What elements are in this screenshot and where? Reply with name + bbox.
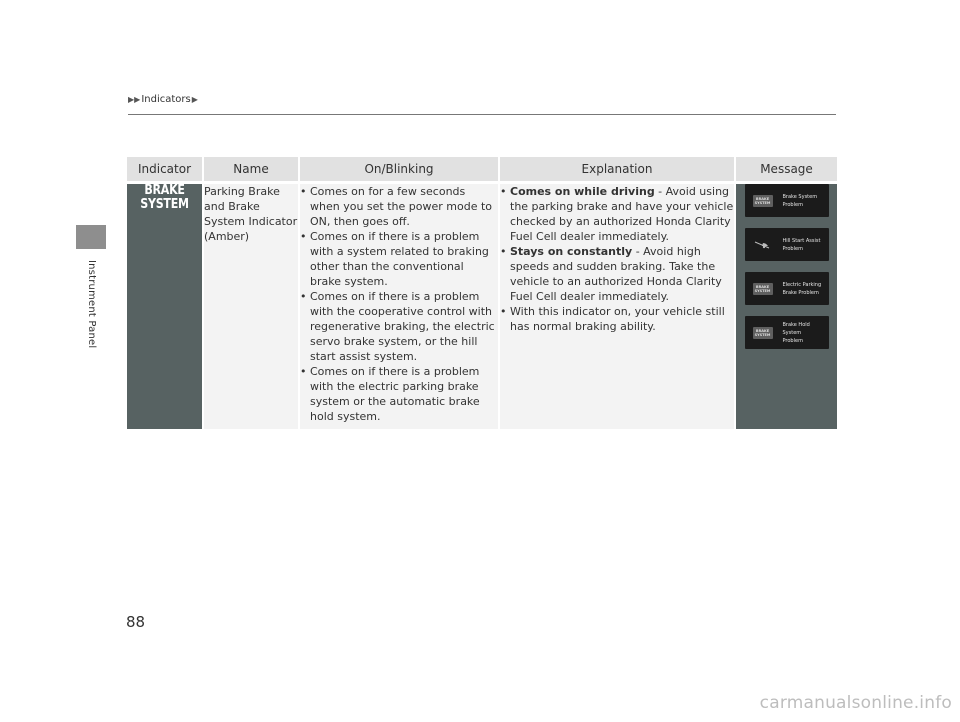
indicator-cell: [127, 184, 203, 429]
list-item: [500, 304, 734, 334]
breadcrumb-label[interactable]: Indicators: [141, 94, 191, 105]
brake-system-icon: [753, 283, 773, 295]
column-header-on-blinking: On/Blinking: [299, 157, 499, 181]
list-item: [500, 184, 734, 244]
message-text: Brake System: [782, 193, 818, 200]
message-text: System: [782, 329, 802, 336]
indicator-line: SYSTEM: [140, 197, 189, 212]
page-number: 88: [126, 613, 146, 631]
section-tab: [76, 225, 106, 249]
list-item: • Comes on if there is a problem with a system related to braking other than the conventional brake system.: [300, 229, 498, 289]
message-text: Problem: [782, 337, 803, 344]
message-display: [745, 184, 829, 217]
message-text: Hill Start Assist: [782, 237, 821, 244]
explanation-text: With this indicator on, your vehicle still has normal braking ability.: [510, 305, 725, 333]
breadcrumb-arrow-icon: ▶: [191, 95, 198, 104]
emphasis-text: Stays on constantly: [510, 245, 633, 258]
icon-text: SYSTEM: [754, 200, 771, 205]
message-text: Problem: [782, 245, 803, 252]
on-blinking-cell: [299, 184, 499, 429]
brake-system-indicator-icon: [140, 184, 188, 212]
hill-start-icon: [754, 240, 772, 250]
icon-text: SYSTEM: [754, 288, 771, 293]
indicator-line: BRAKE: [144, 183, 185, 198]
column-header-name: Name: [203, 157, 299, 181]
name-line: and Brake: [204, 200, 260, 213]
hill-start-icon: [753, 239, 773, 251]
icon-text: BRAKE: [755, 328, 770, 333]
message-cell: [735, 184, 837, 429]
explanation-text: - Avoid high speeds and sudden braking. Take the vehicle to an authorized Honda Clarity Fuel Cell dealer immediately.: [510, 245, 722, 303]
list-item: • Comes on if there is a problem with the electric parking brake system or the automatic brake hold system.: [300, 364, 498, 424]
name-cell: [203, 184, 299, 429]
watermark: carmanualsonline.info: [759, 693, 952, 713]
column-header-message: Message: [735, 157, 837, 181]
header-rule: [128, 114, 836, 115]
message-display: [745, 228, 829, 261]
brake-system-icon: [753, 195, 773, 207]
name-line: System Indicator: [204, 215, 298, 228]
icon-text: BRAKE: [755, 196, 770, 201]
message-text: Brake Hold: [782, 321, 810, 328]
message-text: Brake Problem: [782, 289, 819, 296]
icon-text: BRAKE: [755, 284, 770, 289]
explanation-cell: [499, 184, 735, 429]
message-text: Problem: [782, 201, 803, 208]
icon-text: SYSTEM: [754, 332, 771, 337]
breadcrumb: [128, 94, 198, 105]
list-item: • Comes on for a few seconds when you set the power mode to ON, then goes off.: [300, 184, 498, 229]
indicator-table: [127, 157, 837, 429]
message-text: Electric Parking: [782, 281, 822, 288]
breadcrumb-arrow-icon: ▶▶: [128, 95, 141, 104]
name-line: Parking Brake: [204, 185, 280, 198]
column-header-indicator: Indicator: [127, 157, 203, 181]
list-item: [500, 244, 734, 304]
emphasis-text: Comes on while driving: [510, 185, 655, 198]
list-item: • Comes on if there is a problem with the cooperative control with regenerative braking, the electric servo brake system, or the hill start assist system.: [300, 289, 498, 364]
message-display: [745, 272, 829, 305]
table-row: [127, 184, 837, 429]
section-label: Instrument Panel: [86, 260, 97, 349]
explanation-text: - Avoid using the parking brake and have your vehicle checked by an authorized Honda Clarity Fuel Cell dealer immediately.: [510, 185, 734, 243]
brake-system-icon: [753, 327, 773, 339]
message-display: [745, 316, 829, 349]
column-header-explanation: Explanation: [499, 157, 735, 181]
name-line: (Amber): [204, 230, 250, 243]
